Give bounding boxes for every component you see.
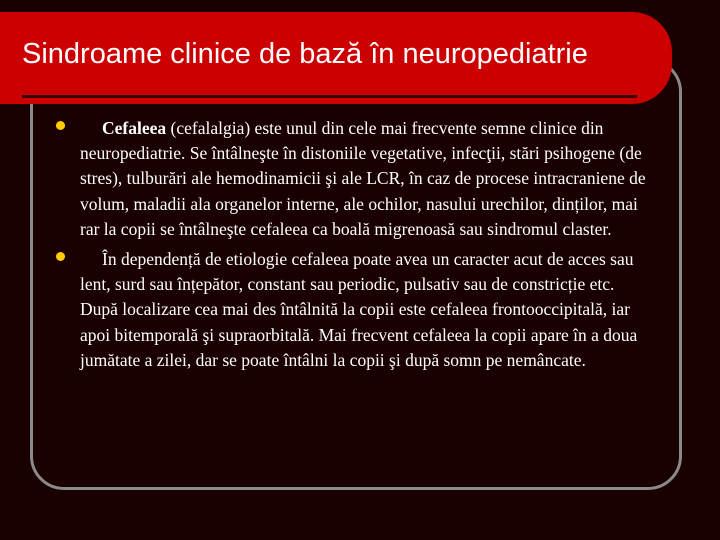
bullet-text: (cefalalgia) este unul din cele mai frecvente semne clinice din neuropediatrie. Se întâlneşte în distoniile vegetative, infecţii, stări psihogene (de stres), tulburări ale hemodinamicii şi ale LCR, în caz de procese intracraniene de volum, maladii ala organelor interne, ale ochilor, nasului urechilor, dinților, mai rar la copii se întâlneşte cefaleea ca boală migrenoasă sau sindromul claster. bbox=[80, 118, 646, 239]
bullet-dot-icon bbox=[56, 121, 65, 130]
title-underline bbox=[22, 95, 637, 98]
bullet-dot-icon bbox=[56, 252, 65, 261]
bullet-list bbox=[56, 116, 656, 378]
bullet-text: În dependență de etiologie cefaleea poate avea un caracter acut de acces sau lent, surd sau înțepător, constant sau periodic, pulsativ sau de constricție etc. După localizare cea mai des întâlnită la copii este cefaleea frontooccipitală, iar apoi bitemporală şi supraorbitală. Mai frecvent cefaleea la copii apare în a doua jumătate a zilei, dar se poate întâlni la copii şi după somn pe nemâncate. bbox=[80, 249, 638, 370]
bullet-term: Cefaleea bbox=[102, 118, 167, 138]
bullet-item-headache-definition bbox=[56, 116, 656, 242]
slide-title: Sindroame clinice de bază în neuropediatrie bbox=[22, 38, 588, 70]
bullet-item-headache-character bbox=[56, 247, 656, 373]
